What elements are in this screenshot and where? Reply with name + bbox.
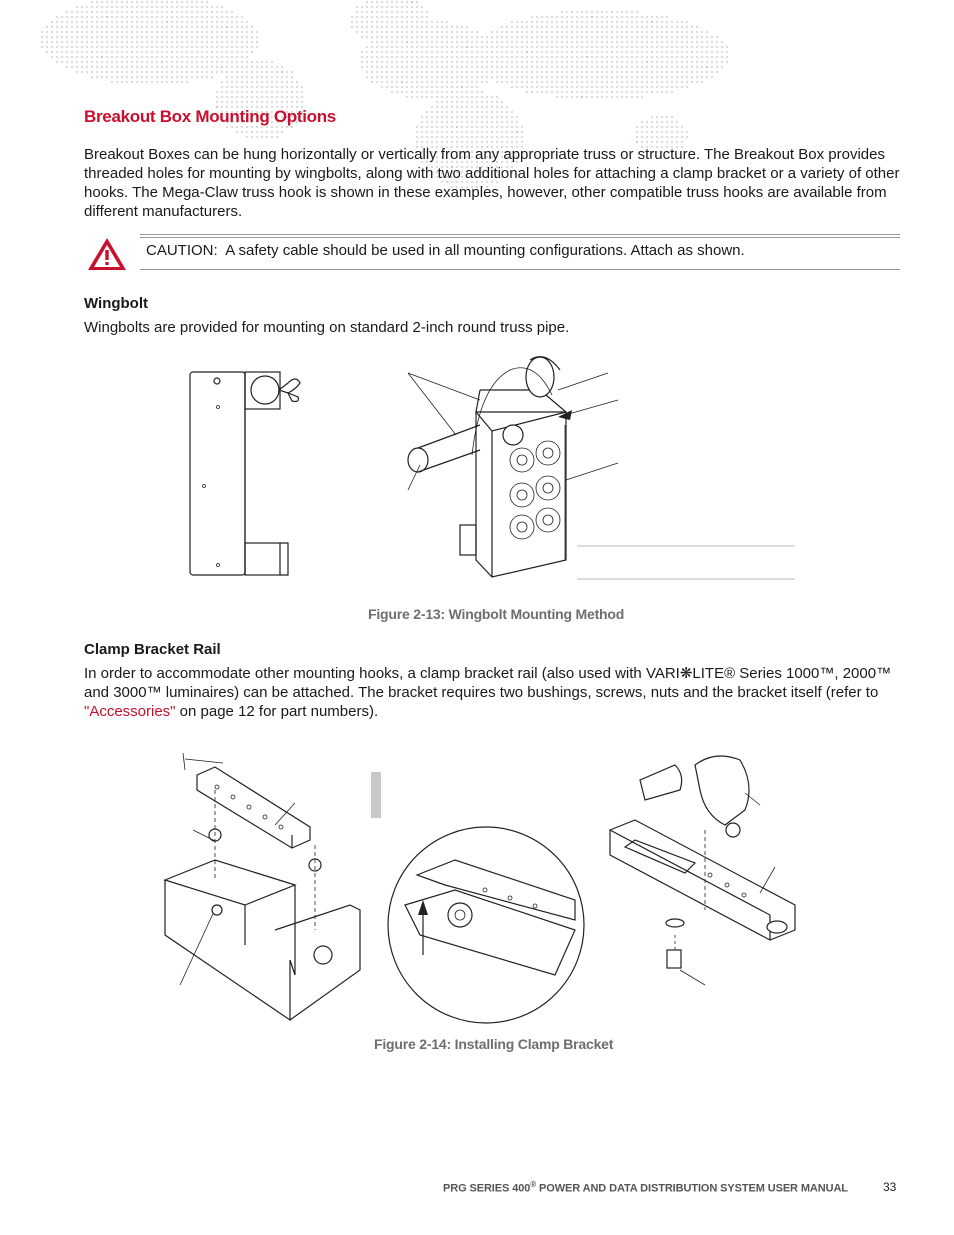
page-number: 33 (883, 1180, 897, 1194)
divider-bar (371, 772, 381, 818)
caution-label: CAUTION: (146, 242, 218, 259)
footer-series: PRG SERIES 400 (443, 1182, 531, 1195)
clamp-text-before: In order to accommodate other mounting hooks, a clamp bracket rail (also used with VARI❋LITE® Series 1000™, 2000™ and 3000™ luminaires) can be attached. The bracket requires two bushings, screws, nuts and the bracket itself (refer to (84, 665, 892, 701)
warning-triangle-icon (86, 236, 128, 272)
caution-text: A safety cable should be used in all mounting configurations. Attach as shown. (225, 242, 745, 259)
accessories-link[interactable]: "Accessories" (84, 703, 176, 720)
page-heading: Breakout Box Mounting Options (84, 107, 336, 126)
figure-2-13-caption: Figure 2-13: Wingbolt Mounting Method (368, 606, 625, 622)
footer-manual-title (443, 1180, 848, 1195)
caution-rule-top (140, 234, 900, 235)
footer-registered-mark: ® (530, 1180, 537, 1189)
caution-notice (84, 234, 900, 272)
wingbolt-heading: Wingbolt (84, 295, 149, 312)
clamp-text-after: on page 12 for part numbers). (175, 703, 379, 720)
exploded-box-drawing (165, 753, 360, 1020)
side-view-drawing (190, 372, 300, 575)
wingbolt-figure (180, 355, 810, 595)
caution-rule-top-2 (140, 237, 900, 238)
clamp-heading: Clamp Bracket Rail (84, 641, 221, 658)
assembled-bracket-drawing (610, 756, 795, 985)
clamp-paragraph (84, 664, 900, 721)
clamp-bracket-figure (155, 745, 815, 1030)
isometric-box-drawing (408, 357, 795, 579)
wingbolt-paragraph: Wingbolts are provided for mounting on standard 2-inch round truss pipe. (84, 319, 570, 336)
detail-circle-drawing (388, 827, 584, 1023)
figure-2-14-caption: Figure 2-14: Installing Clamp Bracket (374, 1036, 614, 1052)
caution-rule-bottom (140, 269, 900, 270)
intro-paragraph: Breakout Boxes can be hung horizontally or vertically from any appropriate truss or structure. The Breakout Box provides threaded holes for mounting by wingbolts, along with two additional holes for attaching a clamp bracket or a variety of other hooks. The Mega-Claw truss hook is shown in these examples, however, other compatible truss hooks are available from different manufacturers. (84, 146, 900, 220)
footer-title-rest: POWER AND DATA DISTRIBUTION SYSTEM USER MANUAL (536, 1182, 848, 1195)
